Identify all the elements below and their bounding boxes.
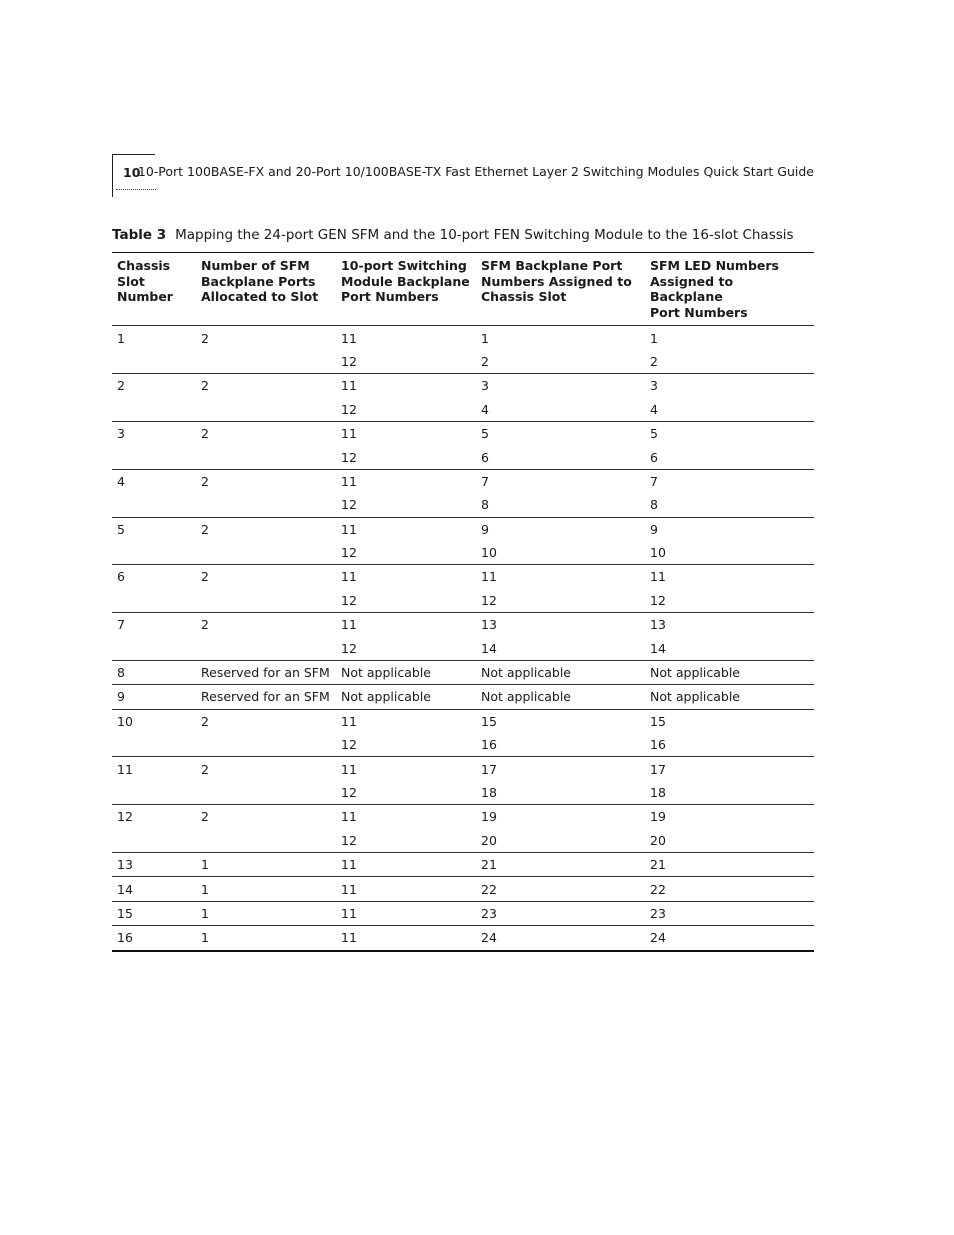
table-row xyxy=(112,565,814,589)
table-row xyxy=(112,877,814,901)
table-cell: 5 xyxy=(476,421,645,445)
table-cell: 2 xyxy=(196,757,336,781)
table-cell: 1 xyxy=(196,877,336,901)
table-cell: 7 xyxy=(112,613,196,637)
table-cell xyxy=(196,829,336,853)
table-cell: 20 xyxy=(481,832,497,848)
table-cell: 11 xyxy=(336,709,476,733)
table-cell: 22 xyxy=(645,877,814,901)
col-header-sfm-ports: Number of SFM Backplane Ports Allocated to Slot xyxy=(196,253,336,326)
table-cell: 17 xyxy=(476,757,645,781)
table-row xyxy=(112,636,814,660)
table-cell: 18 xyxy=(481,784,497,800)
table-cell: 12 xyxy=(341,497,357,513)
table-cell: 1 xyxy=(196,901,336,925)
table-row xyxy=(112,589,814,613)
table-row xyxy=(112,733,814,757)
table-cell: 2 xyxy=(196,517,336,541)
table-cell: 2 xyxy=(196,421,336,445)
table-header-row xyxy=(112,253,814,326)
table-cell: 11 xyxy=(336,613,476,637)
table-cell: 22 xyxy=(476,877,645,901)
table-cell: Not applicable xyxy=(476,660,645,684)
table-cell: Not applicable xyxy=(476,685,645,709)
table-cell: 24 xyxy=(645,926,814,951)
table-cell: Not applicable xyxy=(336,660,476,684)
table-cell: 11 xyxy=(112,757,196,781)
table-row xyxy=(112,445,814,469)
table-cell: 2 xyxy=(196,613,336,637)
table-row xyxy=(112,398,814,422)
table-cell: 8 xyxy=(481,497,489,513)
table-cell: 12 xyxy=(341,401,357,417)
table-cell: 12 xyxy=(341,832,357,848)
table-cell: 23 xyxy=(645,901,814,925)
table-cell: 19 xyxy=(645,805,814,829)
table-cell: 12 xyxy=(341,737,357,753)
table-cell: 21 xyxy=(645,852,814,876)
table-cell: 4 xyxy=(650,401,658,417)
table-cell: 17 xyxy=(645,757,814,781)
table-cell: 6 xyxy=(112,565,196,589)
table-cell: 5 xyxy=(645,421,814,445)
table-row xyxy=(112,781,814,805)
table-cell: 12 xyxy=(341,545,357,561)
table-cell: 9 xyxy=(645,517,814,541)
table-cell: 1 xyxy=(196,852,336,876)
caption-text: Mapping the 24-port GEN SFM and the 10-port FEN Switching Module to the 16-slot Chassis xyxy=(175,227,794,243)
table-row xyxy=(112,350,814,374)
table-cell: 9 xyxy=(476,517,645,541)
table-cell xyxy=(112,398,196,422)
table-cell: 12 xyxy=(112,805,196,829)
table-row xyxy=(112,685,814,709)
table-cell: 11 xyxy=(336,852,476,876)
table-cell: 3 xyxy=(112,421,196,445)
table-cell: 6 xyxy=(650,449,658,465)
table-cell: 24 xyxy=(476,926,645,951)
table-cell: 13 xyxy=(645,613,814,637)
table-cell: 5 xyxy=(112,517,196,541)
table-cell: 12 xyxy=(341,449,357,465)
caption-label: Table 3 xyxy=(112,227,167,243)
table-cell: 11 xyxy=(645,565,814,589)
page-header xyxy=(112,154,814,198)
table-cell: 11 xyxy=(336,469,476,493)
slot-mapping-table xyxy=(112,252,814,952)
table-cell: 3 xyxy=(476,374,645,398)
table-cell: 7 xyxy=(476,469,645,493)
table-cell: 12 xyxy=(481,592,497,608)
table-cell xyxy=(196,398,336,422)
table-cell: 11 xyxy=(336,565,476,589)
table-cell xyxy=(196,445,336,469)
col-header-sfm-backplane: SFM Backplane Port Numbers Assigned to Chassis Slot xyxy=(476,253,645,326)
table-cell: 2 xyxy=(481,353,489,369)
table-cell: 3 xyxy=(645,374,814,398)
running-title: 10-Port 100BASE-FX and 20-Port 10/100BASE-TX Fast Ethernet Layer 2 Switching Modules Quick Start Guide xyxy=(137,164,814,179)
table-cell: 12 xyxy=(341,784,357,800)
table-cell: 2 xyxy=(196,374,336,398)
table-cell: 10 xyxy=(650,545,666,561)
table-cell xyxy=(112,350,196,374)
table-cell xyxy=(112,589,196,613)
table-row xyxy=(112,541,814,565)
table-cell: 12 xyxy=(650,592,666,608)
table-cell: 14 xyxy=(481,640,497,656)
table-cell: Not applicable xyxy=(336,685,476,709)
table-cell: 6 xyxy=(481,449,489,465)
table-row xyxy=(112,469,814,493)
table-row xyxy=(112,901,814,925)
table-cell xyxy=(196,541,336,565)
table-cell: 2 xyxy=(196,565,336,589)
table-cell: 4 xyxy=(112,469,196,493)
table-row xyxy=(112,493,814,517)
table-cell: 21 xyxy=(476,852,645,876)
table-cell: 11 xyxy=(336,901,476,925)
col-header-chassis-slot: Chassis Slot Number xyxy=(112,253,196,326)
table-cell: 2 xyxy=(196,805,336,829)
table-cell: 11 xyxy=(336,517,476,541)
table-cell: 20 xyxy=(650,832,666,848)
table-cell: 11 xyxy=(341,330,357,346)
table-row xyxy=(112,517,814,541)
table-cell: 11 xyxy=(476,565,645,589)
table-cell: 4 xyxy=(481,401,489,417)
table-cell: 1 xyxy=(650,330,658,346)
table-row xyxy=(112,829,814,853)
table-cell xyxy=(112,829,196,853)
table-cell xyxy=(196,781,336,805)
table-row xyxy=(112,421,814,445)
table-cell: 15 xyxy=(112,901,196,925)
table-cell: 19 xyxy=(476,805,645,829)
table-cell: 8 xyxy=(650,497,658,513)
table-cell: 11 xyxy=(336,757,476,781)
col-header-sfm-led: SFM LED Numbers Assigned to Backplane Port Numbers xyxy=(645,253,814,326)
table-cell xyxy=(112,636,196,660)
table-cell: 7 xyxy=(645,469,814,493)
table-cell: 1 xyxy=(117,330,125,346)
table-cell: 23 xyxy=(476,901,645,925)
table-cell: 9 xyxy=(112,685,196,709)
table-cell: 10 xyxy=(112,709,196,733)
table-cell: 2 xyxy=(650,353,658,369)
table-cell: 13 xyxy=(112,852,196,876)
table-cell: 2 xyxy=(201,330,209,346)
table-cell xyxy=(112,781,196,805)
table-cell: Not applicable xyxy=(645,660,814,684)
table-cell xyxy=(196,350,336,374)
table-cell: 16 xyxy=(112,926,196,951)
table-cell: 1 xyxy=(481,330,489,346)
table-row xyxy=(112,660,814,684)
table-row xyxy=(112,805,814,829)
page-number: 10 xyxy=(123,165,141,180)
table-cell: 11 xyxy=(336,926,476,951)
table-caption xyxy=(112,227,814,243)
table-cell: 11 xyxy=(336,374,476,398)
table-row xyxy=(112,709,814,733)
table-row xyxy=(112,852,814,876)
table-cell: 2 xyxy=(196,469,336,493)
table-row xyxy=(112,757,814,781)
table-row xyxy=(112,326,814,350)
table-cell: 8 xyxy=(112,660,196,684)
table-row xyxy=(112,374,814,398)
table-row xyxy=(112,613,814,637)
table-cell xyxy=(196,493,336,517)
table-cell: 12 xyxy=(341,353,357,369)
table-cell: 10 xyxy=(481,545,497,561)
table-body xyxy=(112,326,814,951)
table-cell xyxy=(112,445,196,469)
table-cell: 12 xyxy=(341,592,357,608)
table-cell xyxy=(196,636,336,660)
table-cell: 11 xyxy=(336,805,476,829)
table-cell: 2 xyxy=(112,374,196,398)
table-cell: 18 xyxy=(650,784,666,800)
table-cell: 11 xyxy=(336,877,476,901)
table-cell: 16 xyxy=(481,737,497,753)
table-cell: Reserved for an SFM xyxy=(196,685,336,709)
table-cell xyxy=(196,589,336,613)
table-cell: 14 xyxy=(650,640,666,656)
table-cell: 12 xyxy=(341,640,357,656)
table-cell: Reserved for an SFM xyxy=(196,660,336,684)
col-header-module-ports: 10-port Switching Module Backplane Port Numbers xyxy=(336,253,476,326)
table-cell: 14 xyxy=(112,877,196,901)
table-cell xyxy=(112,493,196,517)
dotted-rule xyxy=(116,183,156,190)
table-cell xyxy=(112,541,196,565)
table-cell xyxy=(196,733,336,757)
table-cell: 1 xyxy=(196,926,336,951)
table-cell: 16 xyxy=(650,737,666,753)
table-cell xyxy=(112,733,196,757)
table-row xyxy=(112,926,814,951)
table-cell: 15 xyxy=(476,709,645,733)
table-cell: Not applicable xyxy=(645,685,814,709)
table-cell: 11 xyxy=(336,421,476,445)
table-cell: 13 xyxy=(476,613,645,637)
table-cell: 15 xyxy=(645,709,814,733)
table-cell: 2 xyxy=(196,709,336,733)
